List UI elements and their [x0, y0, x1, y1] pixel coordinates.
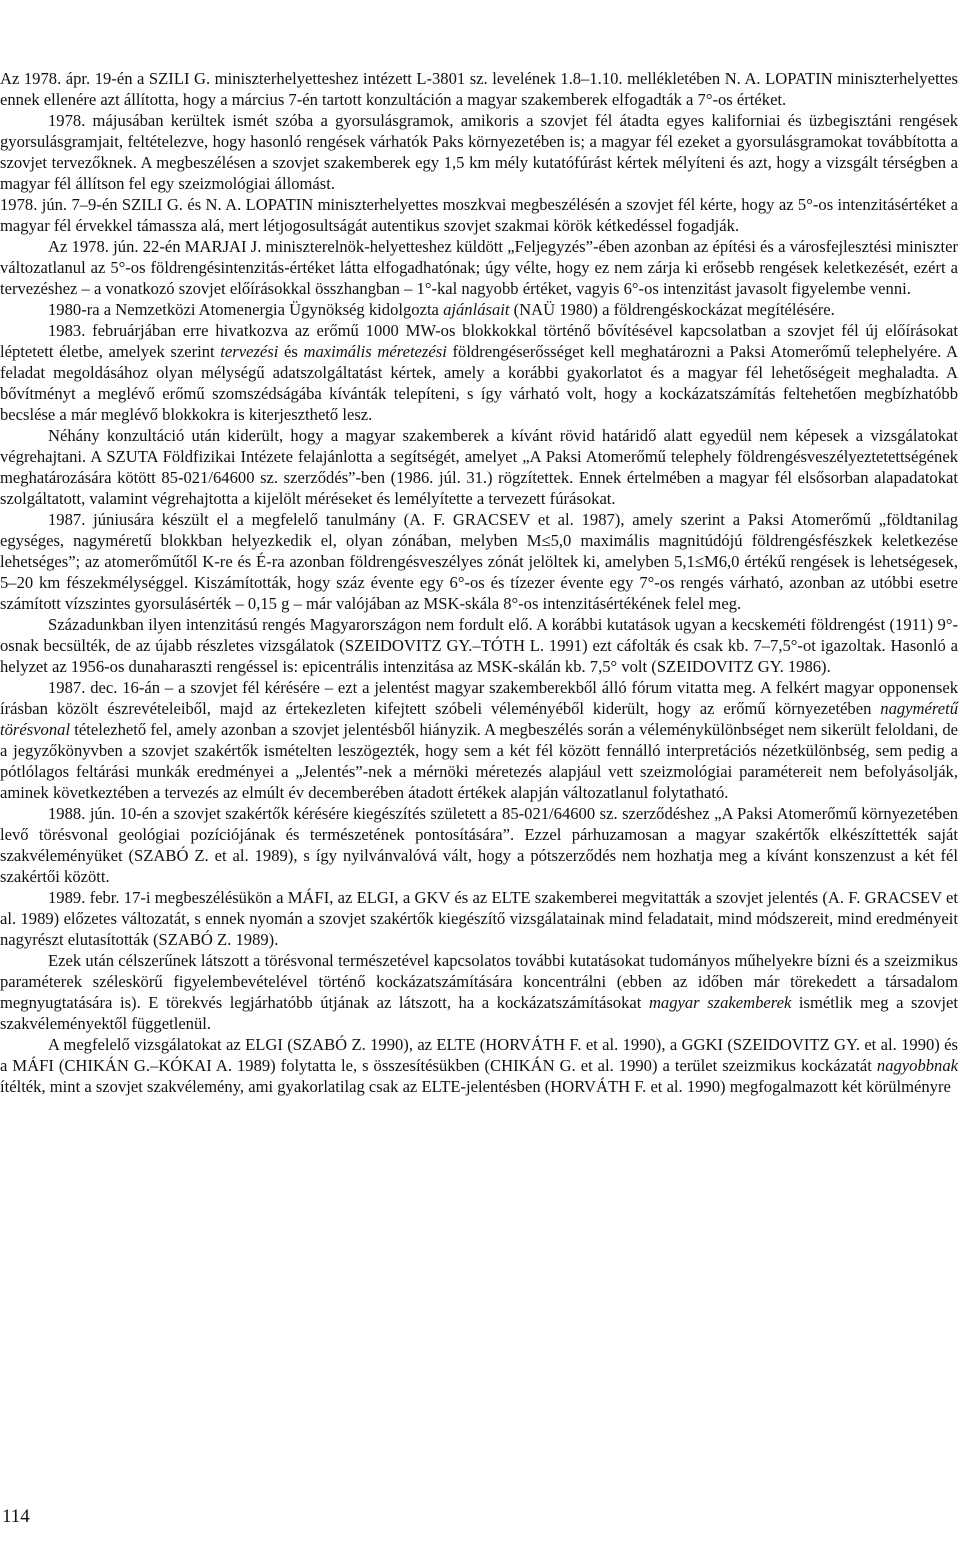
paragraph: 1987. dec. 16-án – a szovjet fél kérésére – ezt a jelentést magyar szakemberekből álló fórum vitatta meg. A felkért magyar opponensek írásban közölt észrevételeiből, majd az értekezleten kifejtett szóbeli véleményéből kiderült, hogy az erőmű környezetében nagyméretű törésvonal tételezhető fel, amely azonban a szovjet jelentésből hiányzik. A megbeszélés során a véleménykülönbséget nem sikerült feloldani, de a jegyzőkönyvben a szovjet szakértők ismételten leszögezték, hogy sem a két fél között fennálló interpretációs nézetkülönbség, sem pedig a pótlólagos feltárási munkák eredményei a „Jelentés”-nek a mérnöki méretezés alapjául vett szeizmológiai paramétereit nem befolyásolják, aminek következtében a tervezés az elmúlt év decemberében átadott értékek alapján változatlanul folytatható.: [0, 678, 958, 802]
paragraph: Ezek után célszerűnek látszott a törésvonal természetével kapcsolatos további kutatásokat tudományos műhelyekre bízni és a szeizmikus paraméterek széleskörű figyelembevételével történő kockázatszámítására koncentrálni (ebben az időben már törekedett a társadalom megnyugtatására is). E törekvés legjárhatóbb útjának az látszott, ha a kockázatszámításokat magyar szakemberek ismétlik meg a szovjet szakvéleményektől függetlenül.: [0, 951, 958, 1033]
paragraph: 1988. jún. 10-én a szovjet szakértők kérésére kiegészítés született a 85-021/64600 sz. szerződéshez „A Paksi Atomerőmű környezetében levő törésvonal geológiai pozíciójának és természetének pontosítására”. Ezzel párhuzamosan a magyar szakértők elkészíttették saját szakvéleményüket (SZABÓ Z. et al. 1989), s így nyilvánvalóvá vált, hogy a pótszerződés nem hozhatja meg a kívánt konszenzust a két fél szakértői között.: [0, 804, 958, 886]
paragraph: 1989. febr. 17-i megbeszélésükön a MÁFI, az ELGI, a GKV és az ELTE szakemberei megvitatták a szovjet jelentés (A. F. GRACSEV et al. 1989) előzetes változatát, s ennek nyomán a szovjet szakértők kiegészítő vizsgálatainak mind feladatait, mind módszereit, mind eredményeit nagyrészt elutasították (SZABÓ Z. 1989).: [0, 888, 958, 949]
paragraph: 1980-ra a Nemzetközi Atomenergia Ügynökség kidolgozta ajánlásait (NAÜ 1980) a földrengéskockázat megítélésére.: [48, 300, 835, 319]
paragraph: 1983. februárjában erre hivatkozva az erőmű 1000 MW-os blokkokkal történő bővítésével kapcsolatban a szovjet fél új előírásokat léptetett életbe, amelyek szerint tervezési és maximális méretezési földrengéserősséget kell meghatározni a Paksi Atomerőmű telephelyére. A feladat megoldásához olyan mélységű adatszolgáltatást kértek, amely a korábbi gyakorlatot és a magyar fél lehetőségeit meghaladta. A bővítményt a meglévő erőmű szomszédságába kívánták telepíteni, s így várható volt, hogy a kockázatszámítás feltehetően megbízhatóbb becslése a már meglévő blokkokra is kiterjeszthető lesz.: [0, 321, 958, 424]
page-number: 114: [2, 1506, 30, 1527]
paragraph: 1987. júniusára készült el a megfelelő tanulmány (A. F. GRACSEV et al. 1987), amely szerint a Paksi Atomerőmű „földtanilag egységes, nagyméretű blokkban helyezkedik el, olyan zónában, melyben M≤5,0 maximális magnitúdójú földrengésfészkek keletkezése lehetséges”; az atomerőműtől K-re és É-ra azonban földrengésveszélyes zónát jelöltek ki, amelyben 5,1≤M6,0 értékű rengések is lehetségesek, 5–20 km fészekmélységgel. Kiszámították, hogy száz évente egy 6°-os és tízezer évente egy 7°-os rengés várható, azonban az utóbbi esetre számított vízszintes gyorsulásérték – 0,15 g – már valójában az MSK-skála 8°-os intenzitásértékének felel meg.: [0, 510, 958, 613]
paragraph: Az 1978. jún. 22-én MARJAI J. miniszterelnök-helyetteshez küldött „Feljegyzés”-ében azonban az építési és a városfejlesztési miniszter változatlanul az 5°-os földrengésintenzitás-értéket látta elfogadhatónak; úgy vélte, hogy ez nem zárja ki erősebb rengések keletkezését, ezért a tervezéshez – a vonatkozó szovjet előírásokkal összhangban – 1°-kal nagyobb értéket, vagyis 6°-os intenzitást javasolt figyelembe venni.: [0, 237, 958, 298]
paragraph: A megfelelő vizsgálatokat az ELGI (SZABÓ Z. 1990), az ELTE (HORVÁTH F. et al. 1990), a GGKI (SZEIDOVITZ GY. et al. 1990) és a MÁFI (CHIKÁN G.–KÓKAI A. 1989) folytatta le, s összesítésükben (CHIKÁN G. et al. 1990) a terület szeizmikus kockázatát nagyobbnak ítélték, mint a szovjet szakvélemény, ami gyakorlatilag csak az ELTE-jelentésben (HORVÁTH F. et al. 1990) megfogalmazott két körülményre: [0, 1035, 958, 1096]
paragraph: Néhány konzultáció után kiderült, hogy a magyar szakemberek a kívánt rövid határidő alatt egyedül nem képesek a vizsgálatokat végrehajtani. A SZUTA Földfizikai Intézete felajánlotta a segítségét, amelyet „A Paksi Atomerőmű telephely földrengésveszélyeztetettségének meghatározására kötött 85-021/64600 sz. szerződés”-ben (1986. júl. 31.) rögzítettek. Ennek értelmében a magyar fél elsősorban alapadatokat szolgáltatott, valamint végrehajtotta a kijelölt méréseket és lemélyítette a tervezett fúrásokat.: [0, 426, 958, 508]
body-text: [0, 68, 958, 1097]
paragraph: Az 1978. ápr. 19-én a SZILI G. miniszterhelyetteshez intézett L-3801 sz. levelének 1.8–1.10. mellékletében N. A. LOPATIN miniszterhelyettes ennek ellenére azt állította, hogy a március 7-én tartott konzultáción a magyar szakemberek elfogadták a 7°-os értéket.: [0, 69, 958, 109]
paragraph: Századunkban ilyen intenzitású rengés Magyarországon nem fordult elő. A korábbi kutatások ugyan a kecskeméti földrengést (1911) 9°-osnak becsülték, de az újabb részletes vizsgálatok (SZEIDOVITZ GY.–TÓTH L. 1991) ezt cáfolták és csak kb. 7–7,5°-ot igazoltak. Hasonló a helyzet az 1956-os dunaharaszti rengéssel is: epicentrális intenzitása az MSK-skálán kb. 7,5° volt (SZEIDOVITZ GY. 1986).: [0, 615, 958, 676]
paragraph: 1978. jún. 7–9-én SZILI G. és N. A. LOPATIN miniszterhelyettes moszkvai megbeszélésén a szovjet fél kérte, hogy az 5°-os intenzitásértéket a magyar fél érvekkel támassza alá, mert létjogosultságát autentikus szovjet szakmai körök kétkedéssel fogadják.: [0, 195, 958, 235]
paragraph: 1978. májusában kerültek ismét szóba a gyorsulásgramok, amikoris a szovjet fél átadta egyes kaliforniai és üzbegisztáni rengések gyorsulásgramjait, feltételezve, hogy hasonló rengések várhatók Paks környezetében is; a magyar fél ezeket a gyorsulásgramokat továbbította a szovjet tervezőknek. A megbeszélésen a szovjet szakemberek egy 1,5 km mély kutatófúrást kértek mélyíteni és azt, hogy a vizsgált térségben a magyar fél állítson fel egy szeizmológiai állomást.: [0, 111, 958, 193]
